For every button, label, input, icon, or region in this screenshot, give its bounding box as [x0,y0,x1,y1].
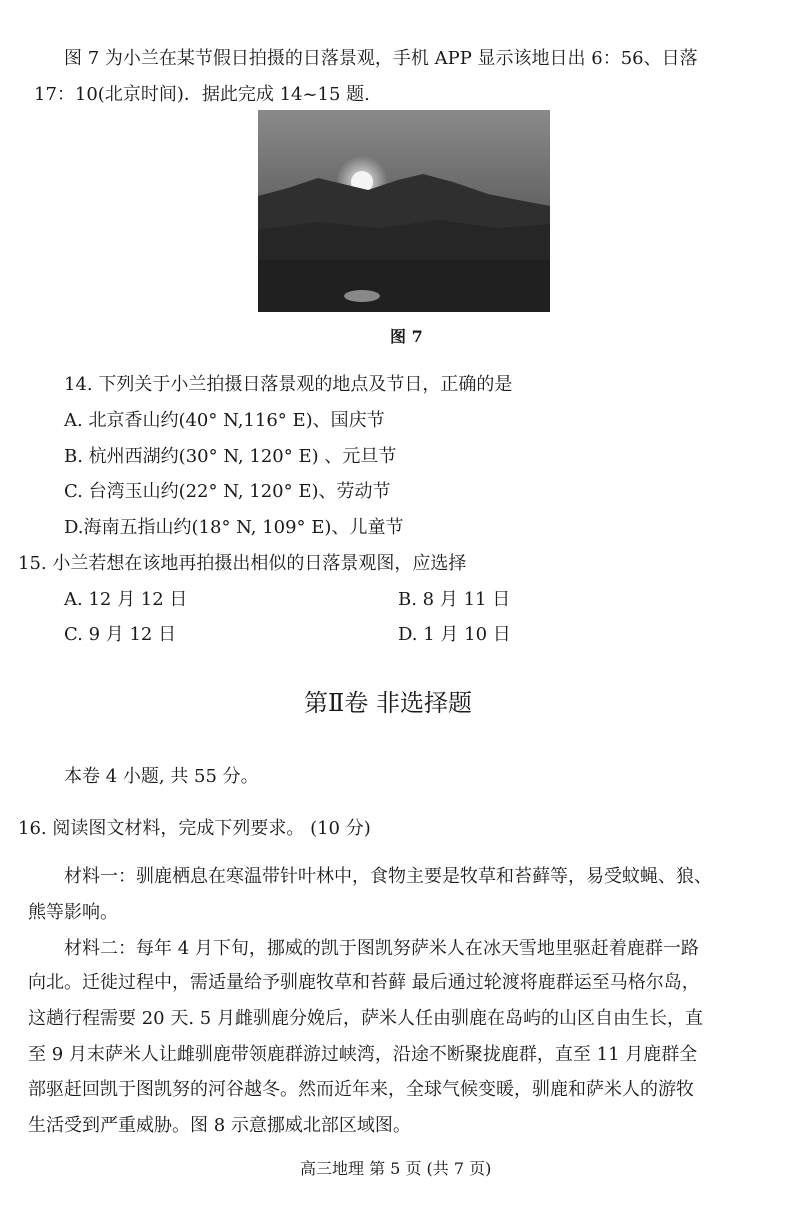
q14-option-c: C. 台湾玉山约(22° N, 120° E)、劳动节 [64,481,391,502]
lake [258,260,550,312]
material2-line-3: 这趟行程需要 20 天. 5 月雌驯鹿分娩后，萨米人任由驯鹿在岛屿的山区自由生长，直 [28,1008,703,1029]
q14-option-a: A. 北京香山约(40° N,116° E)、国庆节 [64,410,385,431]
q15-option-c: C. 9 月 12 日 [64,624,177,645]
figure-7-caption: 图 7 [390,327,423,346]
sunset-photo [258,110,550,312]
sunset-illustration [258,110,550,312]
q15-option-b: B. 8 月 11 日 [398,589,511,610]
material2-line-5: 部驱赶回凯于图凯努的河谷越冬。然而近年来，全球气候变暖，驯鹿和萨米人的游牧 [28,1079,694,1100]
q15-option-a: A. 12 月 12 日 [64,589,188,610]
q15-option-d: D. 1 月 10 日 [398,624,511,645]
q14-stem: 14. 下列关于小兰拍摄日落景观的地点及节日，正确的是 [64,374,513,395]
intro-line-2: 17：10(北京时间)．据此完成 14~15 题. [34,84,370,105]
section-title: 第Ⅱ卷 非选择题 [304,689,472,717]
material2-line-4: 至 9 月末萨米人让雌驯鹿带领鹿群游过峡湾，沿途不断聚拢鹿群，直至 11 月鹿群全 [28,1044,698,1065]
intro-line-1: 图 7 为小兰在某节假日拍摄的日落景观，手机 APP 显示该地日出 6：56、日落 [64,48,698,69]
material1-line-2: 熊等影响。 [28,902,118,923]
q15-stem: 15. 小兰若想在该地再拍摄出相似的日落景观图，应选择 [18,553,467,574]
material2-line-6: 生活受到严重威胁。图 8 示意挪威北部区域图。 [28,1115,411,1136]
q14-option-b: B. 杭州西湖约(30° N, 120° E) 、元旦节 [64,446,397,467]
material2-line-1: 材料二：每年 4 月下旬，挪威的凯于图凯努萨米人在冰天雪地里驱赶着鹿群一路 [64,938,699,959]
q14-option-d: D.海南五指山约(18° N, 109° E)、儿童节 [64,517,404,538]
q16-stem: 16. 阅读图文材料，完成下列要求。 (10 分) [18,818,371,839]
material1-line-1: 材料一：驯鹿栖息在寒温带针叶林中，食物主要是牧草和苔藓等，易受蚊蝇、狼、 [64,866,712,887]
material2-line-2: 向北。迁徙过程中，需适量给予驯鹿牧草和苔藓 最后通过轮渡将鹿群运至马格尔岛， [28,972,700,993]
sun-reflection [344,290,380,302]
section-desc: 本卷 4 小题, 共 55 分。 [64,766,259,787]
page-footer: 高三地理 第 5 页 (共 7 页) [300,1159,492,1178]
